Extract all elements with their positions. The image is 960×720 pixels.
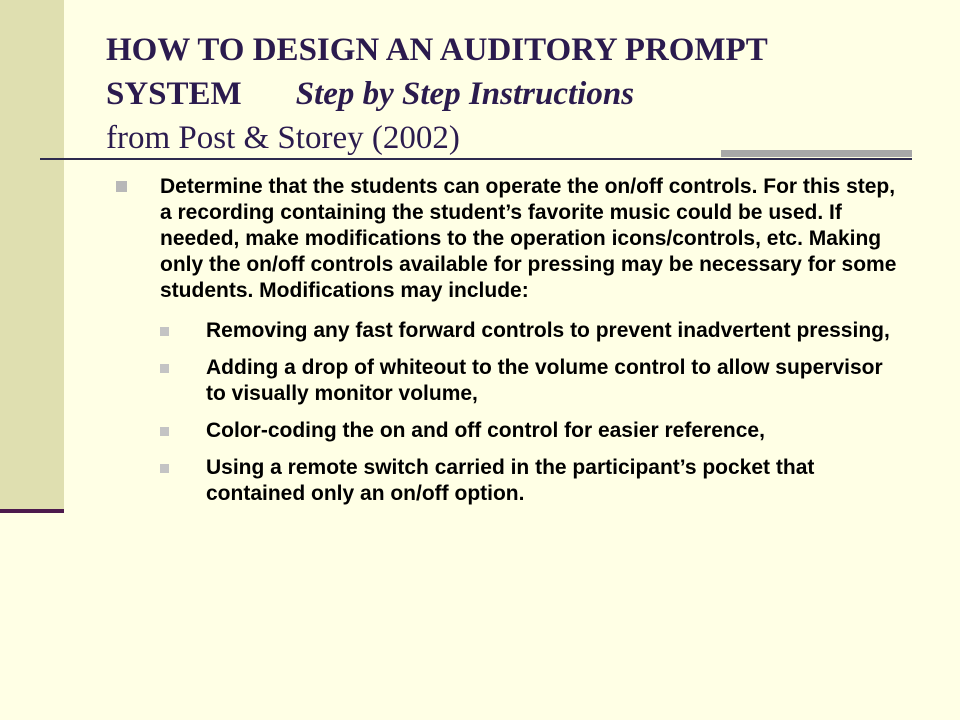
title-underline [40,158,912,160]
title-accent-bar [721,150,912,157]
title-subtitle: Step by Step Instructions [295,76,635,112]
square-bullet-icon [160,364,169,373]
square-bullet-icon [116,181,127,192]
sub-bullet-list [0,318,960,507]
sub-bullet-item [206,418,900,444]
slide-title [106,28,926,160]
square-bullet-icon [160,427,169,436]
sub-bullet-text: Removing any fast forward controls to prevent inadvertent pressing, [206,319,890,342]
sub-bullet-item [206,318,900,344]
square-bullet-icon [160,327,169,336]
sub-bullet-item [206,355,900,407]
bullet-text: Determine that the students can operate the on/off controls. For this step, a recording containing the student’s favorite music could be used. If needed, make modifications to the operation icons/controls, etc. Making only the on/off controls available for pressing may be necessary for some students. Modifications may include: [160,175,897,302]
sub-bullet-text: Using a remote switch carried in the participant’s pocket that contained only an on/off option. [206,456,815,505]
slide-content [0,174,960,518]
square-bullet-icon [160,464,169,473]
sub-bullet-text: Color-coding the on and off control for easier reference, [206,419,765,442]
title-main: HOW TO DESIGN AN AUDITORY PROMPT SYSTEM [106,32,768,112]
sub-bullet-text: Adding a drop of whiteout to the volume control to allow supervisor to visually monitor volume, [206,356,883,405]
title-source: from Post & Storey (2002) [106,120,460,156]
bullet-item [160,174,910,304]
sub-bullet-item [206,455,900,507]
